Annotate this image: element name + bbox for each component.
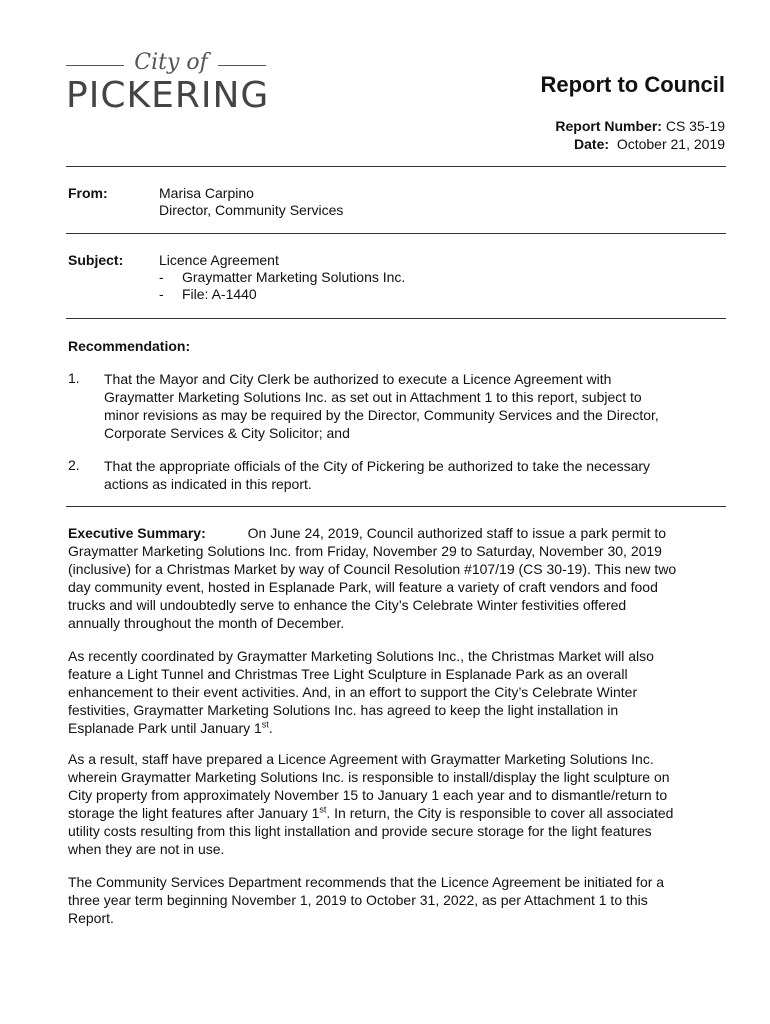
executive-summary-first-line: Executive Summary: On June 24, 2019, Council authorized staff to issue a park permit to xyxy=(68,525,667,541)
from-label: From: xyxy=(68,185,108,201)
logo-rule-left xyxy=(66,65,124,66)
recommendation-item: That the appropriate officials of the City of Pickering be authorized to take the necessary actions as indicated in this report. xyxy=(104,458,651,492)
executive-summary-p4: The Community Services Department recommends that the Licence Agreement be initiated for a three year term beginning November 1, 2019 to October 31, 2022, as per Attachment 1 to this Report. xyxy=(68,874,665,926)
logo-city-of: City of xyxy=(134,50,208,75)
logo-rule-right xyxy=(218,65,266,66)
city-logo xyxy=(66,50,276,120)
report-number xyxy=(555,118,725,134)
executive-summary-p1: Executive Summary: On June 24, 2019, Council authorized staff to issue a park permit to Graymatter Marketing Solutions Inc. from Friday, November 29 to Saturday, November 30, 2019 (inclusive) for a Christmas Market by way of Council Resolution #107/19 (CS 30-19). This new two day community event, hosted in Esplanade Park, will feature a variety of craft vendors and food trucks and will undoubtedly serve to enhance the City’s Celebrate Winter festivities offered annually throughout the month of December. xyxy=(68,524,728,632)
report-date-label: Date: xyxy=(574,136,610,152)
report-date xyxy=(574,136,725,152)
recommendation-number: 2. xyxy=(68,457,80,473)
subject-item: - File: A-1440 xyxy=(159,286,257,302)
recommendation-number: 1. xyxy=(68,370,80,386)
logo-name: PICKERING xyxy=(66,75,270,116)
subject-title: Licence Agreement xyxy=(159,252,279,268)
divider xyxy=(66,233,726,234)
recommendation-item: That the Mayor and City Clerk be authorized to execute a Licence Agreement with Graymatter Marketing Solutions Inc. as set out in Attachment 1 to this report, subject to minor revisions as may be required by the Director, Community Services and the Director, Corporate Services & City Solicitor; and xyxy=(104,371,659,441)
executive-summary-p3: As a result, staff have prepared a Licence Agreement with Graymatter Marketing Solutions Inc. wherein Graymatter Marketing Solutions Inc. is responsible to install/display the light sculpture on City property from approximately November 15 to January 1 each year and to dismantle/return to storage the light features after January 1st. In return, the City is responsible to cover all associated utility costs resulting from this light installation and provide secure storage for the light features when they are not in use. xyxy=(68,751,674,857)
divider xyxy=(66,506,726,507)
report-date-value: October 21, 2019 xyxy=(616,136,725,152)
subject-label: Subject: xyxy=(68,252,124,268)
report-title: Report to Council xyxy=(540,72,725,97)
subject-item: - Graymatter Marketing Solutions Inc. xyxy=(159,269,406,285)
executive-summary-p2: As recently coordinated by Graymatter Marketing Solutions Inc., the Christmas Market will also feature a Light Tunnel and Christmas Tree Light Sculpture in Esplanade Park as an overall enhancement to their event activities. And, in an effort to support the City’s Celebrate Winter festivities, Graymatter Marketing Solutions Inc. has agreed to keep the light installation in Esplanade Park until January 1st. xyxy=(68,648,654,736)
report-number-value: CS 35-19 xyxy=(665,118,725,134)
from-position: Director, Community Services xyxy=(159,202,344,218)
executive-summary-heading: Executive Summary: xyxy=(68,525,206,541)
divider xyxy=(66,318,726,319)
from-name: Marisa Carpino xyxy=(159,185,254,201)
recommendation-heading: Recommendation: xyxy=(68,338,191,354)
report-number-label: Report Number: xyxy=(555,118,662,134)
divider xyxy=(66,166,726,167)
